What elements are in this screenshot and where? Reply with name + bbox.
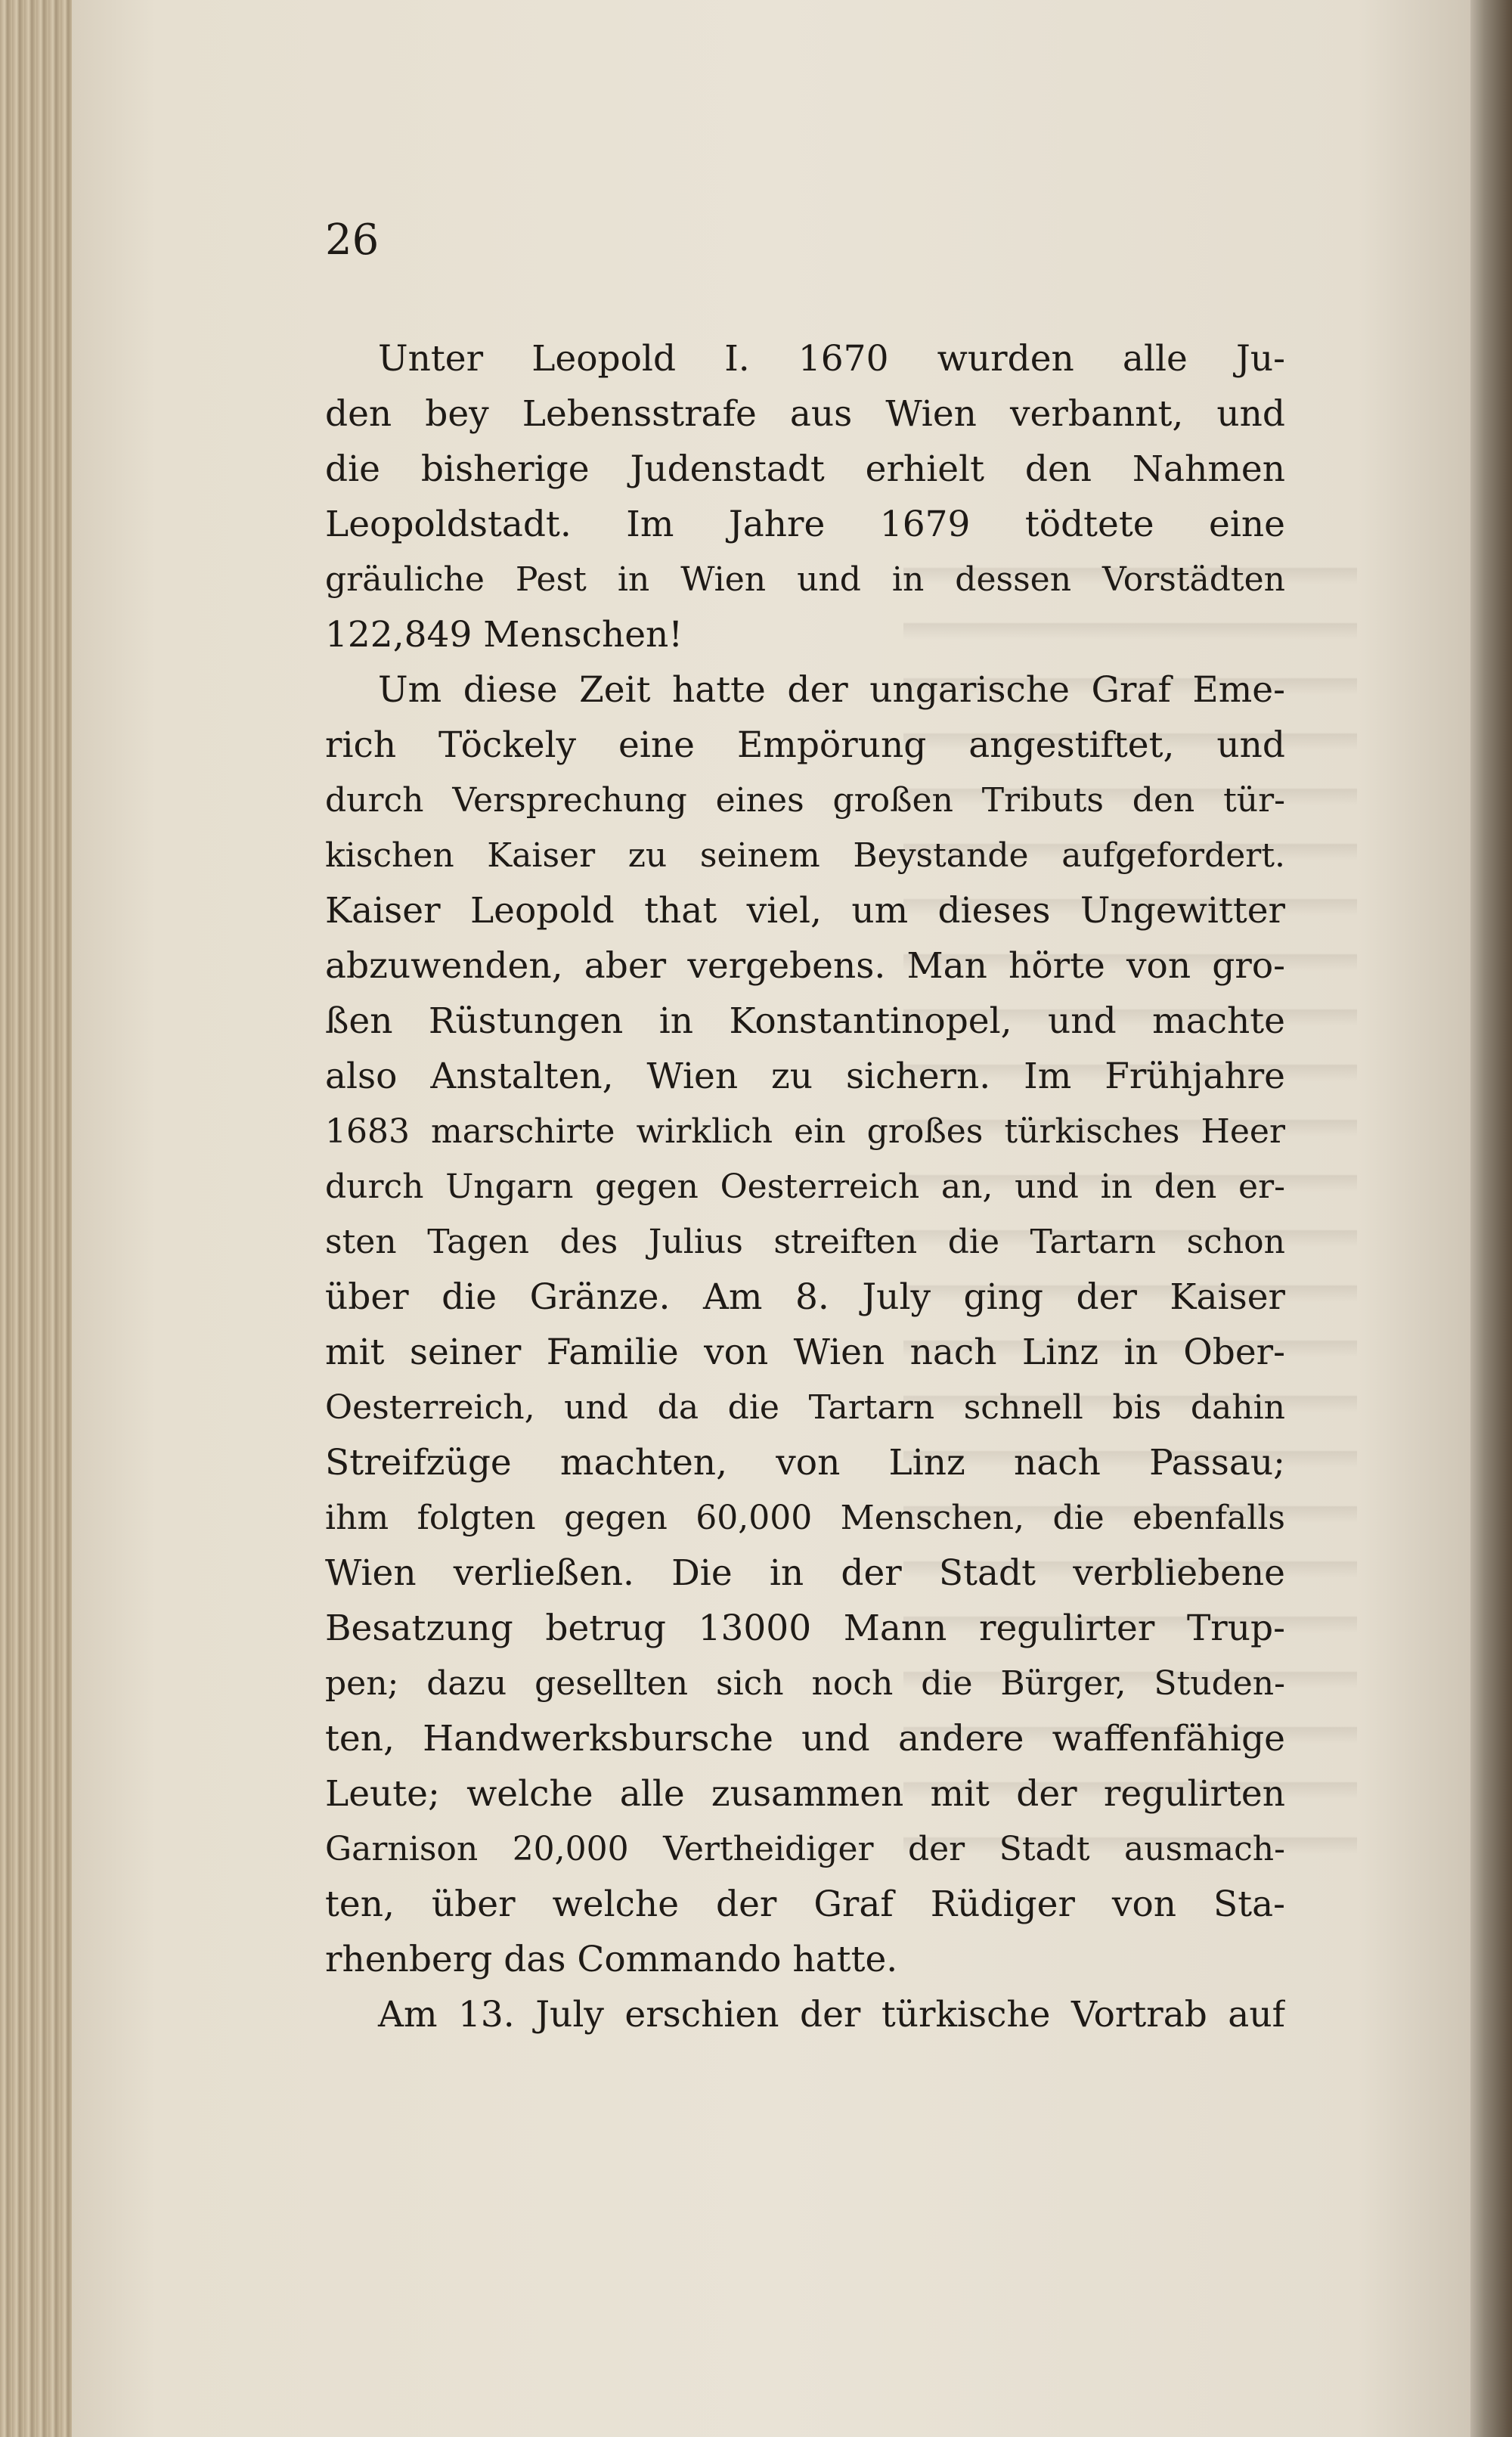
text-line: Unter Leopold I. 1670 wurden alle Ju- — [378, 338, 1285, 380]
text-line: also Anstalten, Wien zu sichern. Im Frühjahre — [325, 1056, 1285, 1097]
text-line: Wien verließen. Die in der Stadt verbliebene — [325, 1552, 1285, 1594]
text-line: Besatzung betrug 13000 Mann regulirter Trup- — [325, 1608, 1285, 1649]
text-line: ßen Rüstungen in Konstantinopel, und machte — [325, 1000, 1285, 1042]
text-line: mit seiner Familie von Wien nach Linz in Ober- — [325, 1332, 1285, 1373]
text-line: pen; dazu gesellten sich noch die Bürger, Studen- — [325, 1664, 1285, 1703]
text-line: Leute; welche alle zusammen mit der regulirten — [325, 1773, 1285, 1815]
text-line: Oesterreich, und da die Tartarn schnell bis dahin — [325, 1388, 1285, 1427]
page-number: 26 — [325, 215, 380, 265]
book-spine-shadow — [1467, 0, 1512, 2437]
text-line: den bey Lebensstrafe aus Wien verbannt, und — [325, 393, 1285, 435]
text-line: Am 13. July erschien der türkische Vortrab auf — [378, 1994, 1285, 2035]
text-line: abzuwenden, aber vergebens. Man hörte von gro- — [325, 945, 1285, 987]
text-line: Garnison 20,000 Vertheidiger der Stadt ausmach- — [325, 1830, 1285, 1868]
text-line: über die Gränze. Am 8. July ging der Kaiser — [325, 1276, 1285, 1318]
book-page-edges — [0, 0, 83, 2437]
text-line: die bisherige Judenstadt erhielt den Nahmen — [325, 448, 1285, 490]
text-line: sten Tagen des Julius streiften die Tartarn schon — [325, 1223, 1285, 1261]
text-line: ten, über welche der Graf Rüdiger von Sta- — [325, 1884, 1285, 1925]
text-line: ihm folgten gegen 60,000 Menschen, die ebenfalls — [325, 1499, 1285, 1537]
text-line: Um diese Zeit hatte der ungarische Graf Eme- — [378, 669, 1285, 711]
text-line: Kaiser Leopold that viel, um dieses Ungewitter — [325, 890, 1285, 932]
text-line: Leopoldstadt. Im Jahre 1679 tödtete eine — [325, 504, 1285, 545]
text-line: durch Versprechung eines großen Tributs den tür- — [325, 781, 1285, 820]
text-line: ten, Handwerksbursche und andere waffenfähige — [325, 1718, 1285, 1760]
text-line: rhenberg das Commando hatte. — [325, 1939, 898, 1980]
text-line: durch Ungarn gegen Oesterreich an, und in den er- — [325, 1167, 1285, 1206]
body-text — [325, 331, 1285, 2042]
text-line: Streifzüge machten, von Linz nach Passau; — [325, 1442, 1285, 1484]
text-line: gräuliche Pest in Wien und in dessen Vorstädten — [325, 560, 1285, 599]
text-line: 122,849 Menschen! — [325, 614, 683, 656]
text-line: rich Töckely eine Empörung angestiftet, und — [325, 724, 1285, 766]
text-line: 1683 marschirte wirklich ein großes türkisches Heer — [325, 1112, 1285, 1151]
text-line: kischen Kaiser zu seinem Beystande aufgefordert. — [325, 836, 1285, 875]
